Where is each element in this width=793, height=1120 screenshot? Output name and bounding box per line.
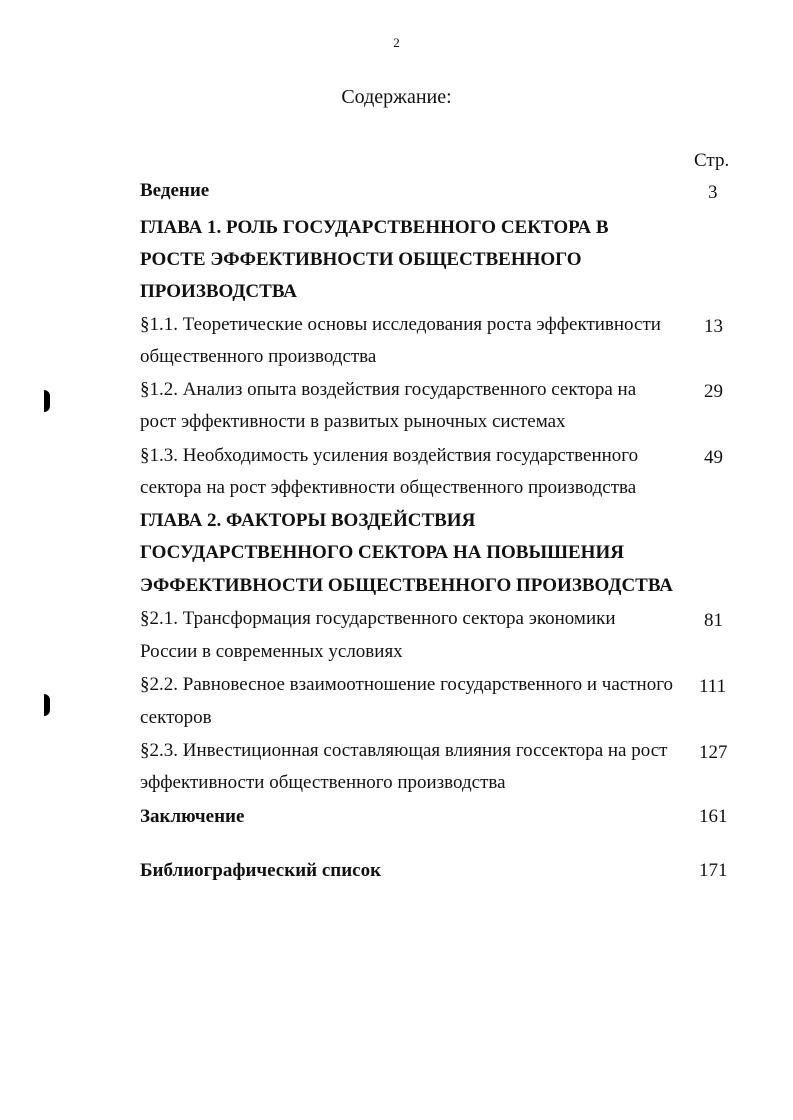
toc-entry-page: 161 [699,806,728,827]
toc-entry-title: §1.2. Анализ опыта воздействия государственного сектора на [140,379,637,400]
toc-entry-title-continued: общественного производства [140,346,377,367]
toc-entry-title: §1.1. Теоретические основы исследования роста эффективности [140,314,661,335]
binding-hole-marker [44,390,50,412]
toc-entry-page: 3 [708,182,718,203]
chapter-heading-line: ПРОИЗВОДСТВА [140,281,298,302]
toc-entry-title-continued: рост эффективности в развитых рыночных системах [140,411,566,432]
toc-entry-title-continued: сектора на рост эффективности общественного производства [140,477,637,498]
toc-entry-title-continued: России в современных условиях [140,641,403,662]
toc-entry-title: §1.3. Необходимость усиления воздействия государственного [140,445,639,466]
toc-entry-title: Ведение [140,180,210,201]
toc-entry-page: 13 [704,316,723,337]
binding-hole-marker [44,694,50,716]
pages-column-header: Стр. [694,150,730,171]
toc-title: Содержание: [341,86,452,108]
chapter-heading-line: ГЛАВА 2. ФАКТОРЫ ВОЗДЕЙСТВИЯ [140,510,476,531]
toc-entry-page: 127 [699,742,728,763]
chapter-heading-line: ГОСУДАРСТВЕННОГО СЕКТОРА НА ПОВЫШЕНИЯ [140,542,624,563]
toc-entry-page: 171 [699,860,728,881]
chapter-heading-line: ЭФФЕКТИВНОСТИ ОБЩЕСТВЕННОГО ПРОИЗВОДСТВА [140,575,674,596]
toc-entry-page: 29 [704,381,723,402]
page-number: 2 [393,35,400,50]
toc-entry-title: §2.2. Равновесное взаимоотношение государственного и частного [140,674,674,695]
toc-entry-title: §2.1. Трансформация государственного сектора экономики [140,608,616,629]
toc-entry-page: 111 [699,676,727,697]
chapter-heading-line: РОСТЕ ЭФФЕКТИВНОСТИ ОБЩЕСТВЕННОГО [140,249,582,270]
toc-entry-title: Библиографический список [140,860,382,881]
toc-entry-title: §2.3. Инвестиционная составляющая влияния госсектора на рост [140,740,668,761]
toc-entry-title: Заключение [140,806,245,827]
toc-entry-title-continued: секторов [140,707,212,728]
chapter-heading-line: ГЛАВА 1. РОЛЬ ГОСУДАРСТВЕННОГО СЕКТОРА В [140,217,609,238]
toc-entry-title-continued: эффективности общественного производства [140,772,506,793]
toc-entry-page: 81 [704,610,723,631]
toc-entry-page: 49 [704,447,723,468]
